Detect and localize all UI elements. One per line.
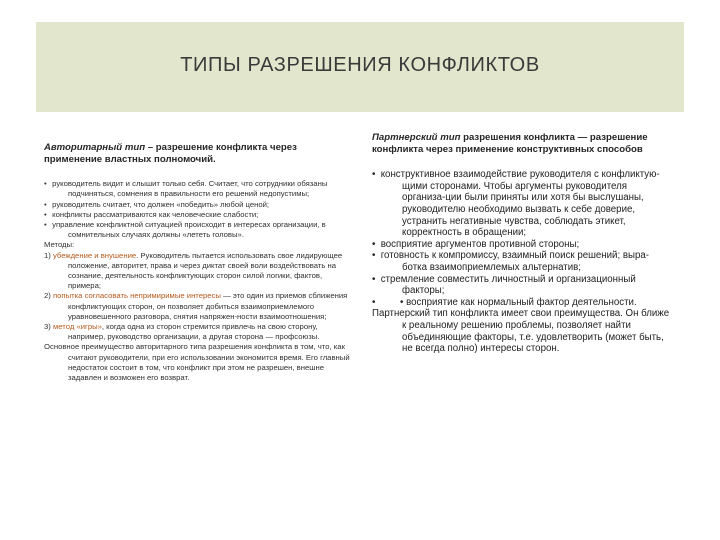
method-item — [44, 322, 354, 342]
authoritarian-column — [44, 132, 354, 383]
list-item — [372, 169, 672, 239]
partnership-body — [372, 169, 672, 355]
authoritarian-conclusion: Основное преимущество авторитарного типа разрешения конфликта в том, что, как считают руководители, при его использовании экономится время. Его главный недостаток состоит в том, что конфликт при этом не разрешен, внешне задавлен и возможен его возврат. — [44, 342, 350, 383]
list-item — [44, 210, 354, 220]
method-name: убеждение и внушение — [52, 250, 137, 260]
bullet: • — [44, 179, 47, 189]
list-item — [372, 274, 672, 297]
slide-title: ТИПЫ РАЗРЕШЕНИЯ КОНФЛИКТОВ — [180, 54, 540, 76]
method-number: 3) — [44, 322, 51, 332]
partnership-column — [372, 132, 672, 355]
method-number: 1) — [44, 250, 51, 260]
bullet: • — [372, 273, 376, 285]
authoritarian-term: Авторитарный тип — [44, 142, 146, 153]
partnership-definition: разрешения конфликта — разрешение конфликта через применение конструктивных способов — [372, 132, 648, 155]
list-item — [44, 220, 354, 240]
method-item — [44, 251, 354, 292]
method-name: попытка согласовать непримиримые интересы — [52, 291, 221, 301]
methods-label: Методы: — [44, 240, 75, 250]
bullet-text: руководитель считает, что должен «победить» любой ценой; — [52, 199, 270, 209]
bullet-text: стремление совместить личностный и организационный факторы; — [380, 273, 636, 297]
method-name: метод «игры» — [52, 322, 102, 332]
bullet-text: конфликты рассматриваются как человеческие слабости; — [52, 209, 259, 219]
partnership-heading — [372, 132, 672, 155]
list-item — [372, 239, 672, 251]
method-number: 2) — [44, 291, 51, 301]
bullet: • — [372, 238, 376, 250]
bullet: • — [44, 209, 47, 219]
bullet-text: управление конфликтной ситуацией происходит в интересах организации, в сомнительных случаях должны «лететь головы». — [52, 220, 326, 240]
bullet: • — [372, 169, 376, 181]
partnership-conclusion: Партнерский тип конфликта имеет свои преимущества. Он ближе к реальному решению проблемы, позволяет найти объединяющие факторы, т.е. удовлетворить (может быть, не всегда полно) интересы сторон. — [372, 308, 670, 355]
list-item — [372, 297, 672, 309]
method-text: . Руководитель пытается использовать свое лидирующее положение, авторитет, права и через диктат своей воли воздействовать на сознание, деятельность конфликтующих сторон силой логики, фактов, примера; — [68, 250, 343, 291]
method-item — [44, 291, 354, 322]
list-item — [44, 179, 354, 199]
authoritarian-body — [44, 179, 354, 383]
authoritarian-definition: – разрешение конфликта через применение властных полномочий. — [44, 142, 297, 165]
bullet-text: восприятие аргументов противной стороны; — [380, 238, 580, 250]
bullet-text: конструктивное взаимодействие руководителя с конфликтую-щими сторонами. Чтобы аргументы руководителя организа-ции были приняты или хотя бы выслушаны, руководителю необходимо вызвать к себе доверие, устранить негативные чувства, соблюдать этикет, корректность в обращении; — [380, 169, 660, 239]
partnership-term: Партнерский тип — [372, 132, 461, 143]
method-text: — это один из приемов сближения конфликтующих сторон, он позволяет добиться взаимоприемлемого уравновешенного разговора, снятия напряжен-ности взаимоотношения; — [68, 291, 348, 321]
list-item — [372, 250, 672, 273]
bullet: • — [44, 220, 47, 229]
list-item — [44, 200, 354, 210]
title-banner — [36, 22, 684, 112]
bullet-text: готовность к компромиссу, взаимный поиск решений; выра-ботка взаимоприемлемых альтернатив; — [380, 250, 649, 273]
bullet: • — [44, 199, 47, 209]
bullet: • — [372, 296, 376, 308]
authoritarian-heading — [44, 142, 354, 165]
bullet: • — [372, 250, 376, 262]
bullet-text: руководитель видит и слышит только себя. Считает, что сотрудники обязаны подчиняться, сомнения в правильности его решений недопустимы; — [52, 179, 328, 199]
method-text: , когда одна из сторон стремится привлечь на свою сторону, например, руководство организации, а другая сторона — профсоюзы. — [68, 322, 320, 342]
bullet-text: • восприятие как нормальный фактор деятельности. — [400, 296, 637, 308]
